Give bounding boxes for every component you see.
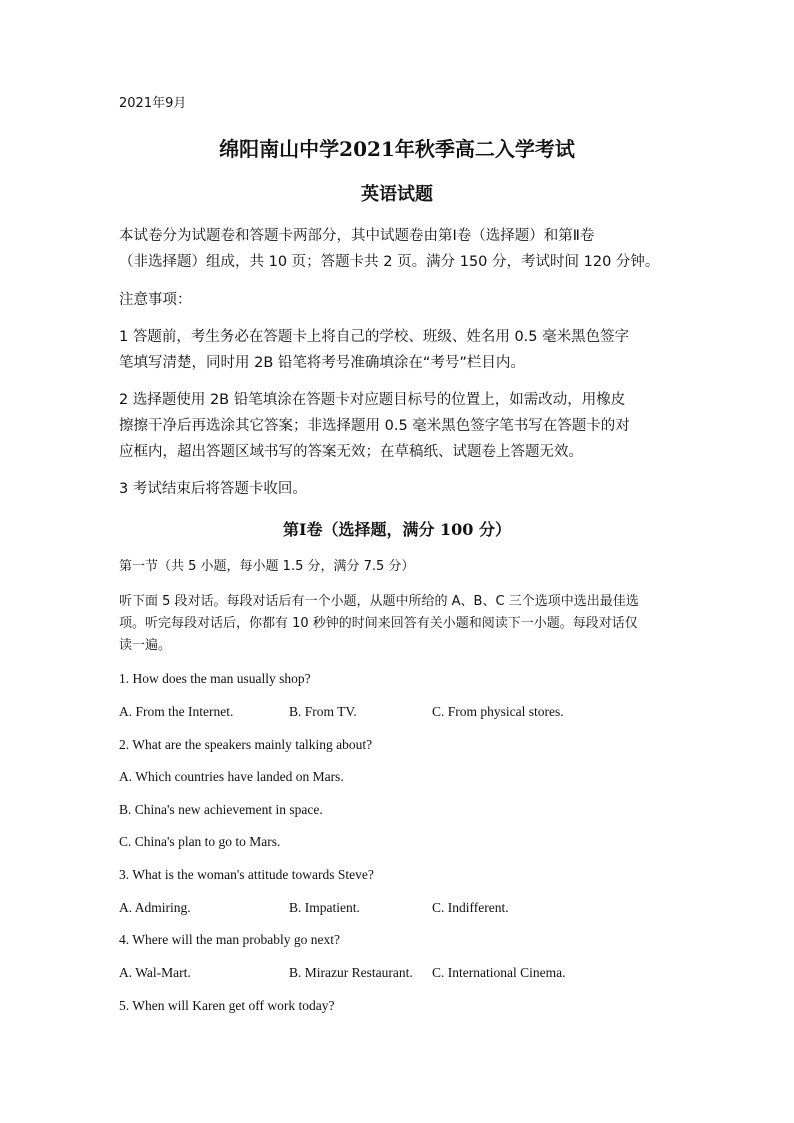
question-4: 4. Where will the man probably go next?	[119, 932, 340, 947]
question-2-option-a: A. Which countries have landed on Mars.	[119, 769, 344, 784]
section-1-instructions-line-2: 项。听完每段对话后，你都有 10 秒钟的时间来回答有关小题和阅读下一小题。每段对话仅	[119, 616, 638, 631]
notice-1-line-1: 1 答题前，考生务必在答题卡上将自己的学校、班级、姓名用 0.5 毫米黑色签字	[119, 329, 630, 345]
question-3-option-a: A. Admiring.	[119, 900, 191, 915]
notice-2-line-3: 应框内，超出答题区域书写的答案无效；在草稿纸、试题卷上答题无效。	[119, 444, 583, 460]
section-1-instructions-line-3: 读一遍。	[119, 638, 172, 653]
question-3-option-b: B. Impatient.	[289, 900, 360, 915]
question-1-option-c: C. From physical stores.	[432, 704, 564, 719]
question-3-option-c: C. Indifferent.	[432, 900, 509, 915]
question-4-option-a: A. Wal-Mart.	[119, 965, 191, 980]
question-1-option-a: A. From the Internet.	[119, 704, 234, 719]
question-4-option-c: C. International Cinema.	[432, 965, 566, 980]
notice-2-line-2: 擦擦干净后再选涂其它答案；非选择题用 0.5 毫米黑色签字笔书写在答题卡的对	[119, 418, 630, 434]
intro-line-2: （非选择题）组成，共 10 页；答题卡共 2 页。满分 150 分，考试时间 120 分钟。	[119, 254, 660, 270]
part-1-title: 第Ⅰ卷（选择题，满分 100 分）	[282, 520, 512, 539]
question-4-option-b: B. Mirazur Restaurant.	[289, 965, 413, 980]
section-1-instructions-line-1: 听下面 5 段对话。每段对话后有一个小题，从题中所给的 A、B、C 三个选项中选出最佳选	[119, 594, 639, 609]
notice-2-line-1: 2 选择题使用 2B 铅笔填涂在答题卡对应题目标号的位置上，如需改动，用橡皮	[119, 392, 626, 408]
question-2: 2. What are the speakers mainly talking about?	[119, 737, 373, 752]
question-1-option-b: B. From TV.	[289, 704, 357, 719]
section-1-heading: 第一节（共 5 小题，每小题 1.5 分，满分 7.5 分）	[119, 559, 415, 574]
question-2-option-c: C. China's plan to go to Mars.	[119, 834, 281, 849]
notice-3: 3 考试结束后将答题卡收回。	[119, 481, 307, 497]
question-5: 5. When will Karen get off work today?	[119, 998, 335, 1013]
question-3: 3. What is the woman's attitude towards Steve?	[119, 867, 374, 882]
question-2-option-b: B. China's new achievement in space.	[119, 802, 323, 817]
notice-1-line-2: 笔填写清楚，同时用 2B 铅笔将考号准确填涂在“考号”栏目内。	[119, 355, 525, 371]
exam-date: 2021年9月	[119, 96, 187, 111]
intro-line-1: 本试卷分为试题卷和答题卡两部分，其中试题卷由第Ⅰ卷（选择题）和第Ⅱ卷	[119, 228, 595, 244]
exam-subtitle: 英语试题	[361, 184, 433, 205]
question-1: 1. How does the man usually shop?	[119, 671, 311, 686]
exam-title: 绵阳南山中学2021年秋季高二入学考试	[219, 137, 575, 161]
notice-heading: 注意事项：	[119, 292, 192, 308]
